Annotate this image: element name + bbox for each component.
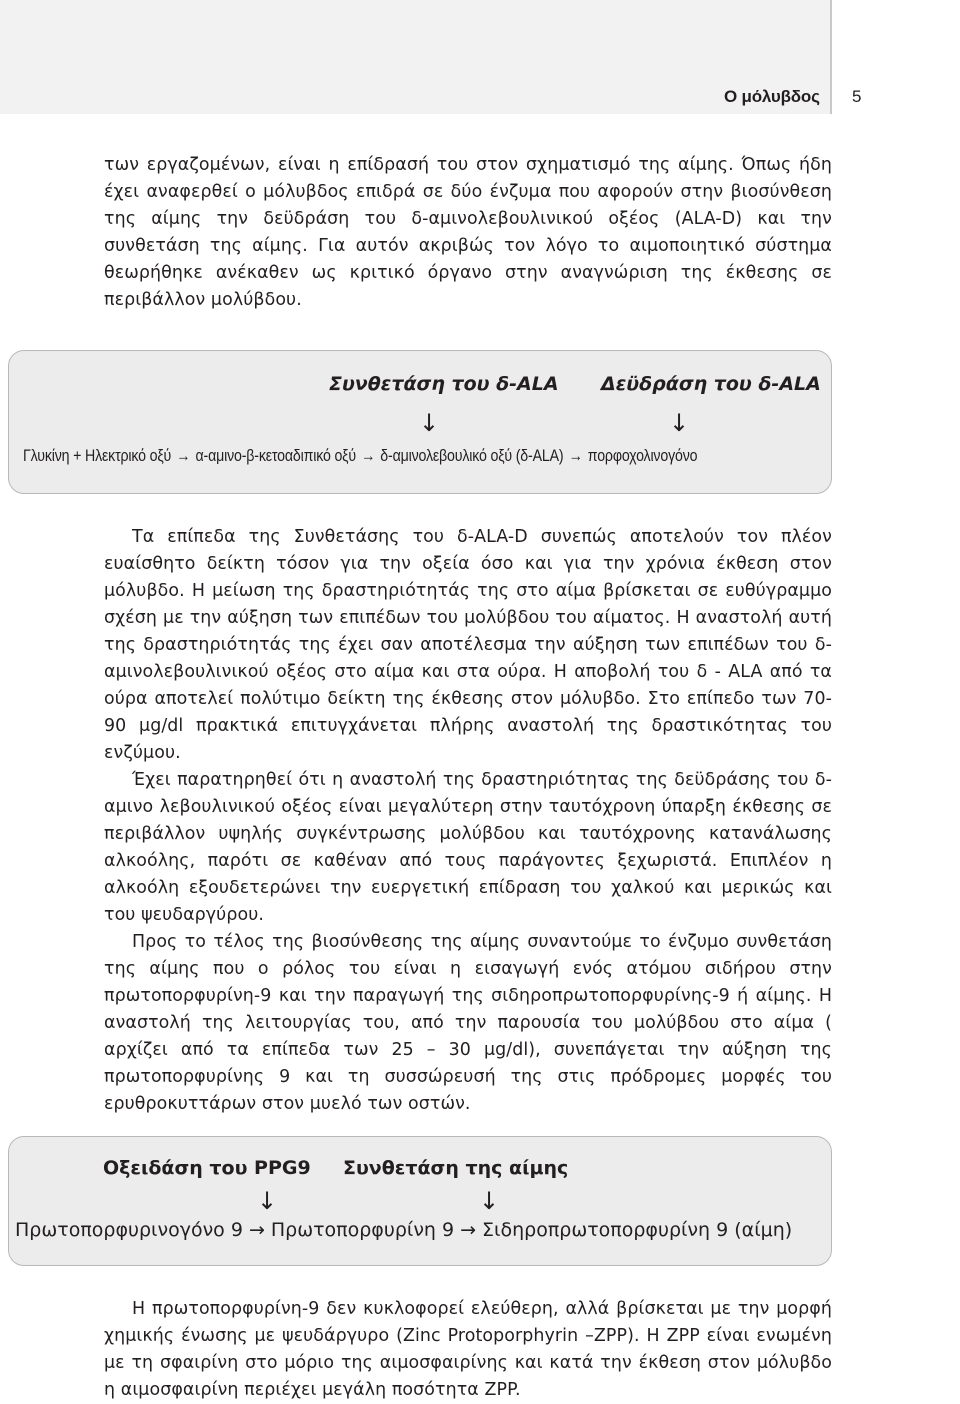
heme-pathway-line [15, 1219, 792, 1241]
ala-pathway-line [23, 447, 697, 466]
paragraph-2: Τα επίπεδα της Συνθετάσης του δ-ALA-D συνεπώς αποτελούν τον πλέον ευαίσθητο δείκτη τόσον για την οξεία όσο και για την χρόνια έκθεση στον μόλυβδο. Η μείωση της δραστηριότητάς της στο αίμα βρίσκεται σε ευθύγραμμο σχέση με την αύξηση των επιπέδων του μολύβδου του αίματος. Η αναστολή αυτή της δραστηριότητάς της έχει σαν αποτέλεσμα την αύξηση των επιπέδων του δ-αμινολεβουλινικού οξέος στο αίμα και στα ούρα. Η αποβολή του δ - ALA από τα ούρα αποτελεί πολύτιμο δείκτη της έκθεσης στον μόλυβδο. Στο επίπεδο των 70-90 μg/dl πρακτικά επιτυγχάνεται πλήρης αναστολή της δραστικότητας του ενζύμου. [104, 527, 832, 763]
pathway-step: Πρωτοπορφυρινογόνο 9 [15, 1219, 243, 1241]
pathway-step: πορφοχολινογόνο [587, 447, 698, 465]
arrow-down-icon: ↓ [479, 1187, 500, 1215]
pathway-step: Γλυκίνη + Ηλεκτρικό οξύ [23, 447, 172, 465]
pathway-step: Σιδηροπρωτοπορφυρίνη 9 (αίμη) [482, 1219, 793, 1241]
arrow-right-icon: → [361, 447, 376, 465]
arrow-down-icon: ↓ [257, 1187, 278, 1215]
pathway-step: δ-αμινολεβουλικό οξύ (δ-ALA) [380, 447, 564, 465]
enzyme-label-synthetase: Συνθετάση του δ-ALA [329, 373, 559, 395]
pathway-step: α-αμινο-β-κετοαδιπικό οξύ [195, 447, 356, 465]
page-header-band [0, 0, 830, 114]
arrow-down-icon: ↓ [419, 409, 440, 437]
paragraph-4: Προς το τέλος της βιοσύνθεσης της αίμης συναντούμε το ένζυμο συνθετάση της αίμης που ο ρόλος του είναι η εισαγωγή ενός ατόμου σιδήρου στην πρωτοπορφυρίνη-9 και την παραγωγή της σιδηροπρωτοπορφυρίνης-9 ή αίμης. Η αναστολή της λειτουργίας του, από την παρουσία του μολύβδου στο αίμα ( αρχίζει από τα επίπεδα των 25 – 30 μg/dl), συνεπάγεται την αύξηση της πρωτοπορφυρίνης 9 και τη συσσώρευσή της στις πρόδρομες μορφές του ερυθροκυττάρων στον μυελό των οστών. [104, 932, 832, 1114]
heme-pathway-box [8, 1136, 832, 1266]
paragraph-3: Έχει παρατηρηθεί ότι η αναστολή της δραστηριότητας της δεϋδράσης του δ- αμινο λεβουλινικού οξέος είναι μεγαλύτερη στην ταυτόχρονη ύπαρξη έκθεσης σε περιβάλλον υψηλής συγκέντρωσης μολύβδου και ταυτόχρονης κατανάλωσης αλκοόλης, παρότι σε καθέναν από τους παράγοντες ξεχωριστά. Επιπλέον η αλκοόλη εξουδετερώνει την ευεργετική επίδραση του χαλκού και μερικώς και του ψευδαργύρου. [104, 770, 832, 925]
paragraph-1: των εργαζομένων, είναι η επίδρασή του στον σχηματισμό της αίμης. Όπως ήδη έχει αναφερθεί ο μόλυβδος επιδρά σε δύο ένζυμα που αφορούν στην βιοσύνθεση της αίμης την δεϋδράση του δ-αμινολεβουλινικού οξέος (ALA-D) και την συνθετάση της αίμης. Για αυτόν ακριβώς τον λόγο το αιμοποιητικό σύστημα θεωρήθηκε ανέκαθεν ως κριτικό όργανο στην αναγνώριση της έκθεσης σε περιβάλλον μολύβδου. [104, 155, 832, 310]
arrow-right-icon: → [176, 447, 191, 465]
paragraph-5: Η πρωτοπορφυρίνη-9 δεν κυκλοφορεί ελεύθερη, αλλά βρίσκεται με την μορφή χημικής ένωσης με ψευδάργυρο (Zinc Protoporphyrin –ZPP). Η ZPP είναι ενωμένη με τη σφαιρίνη στο μόριο της αιμοσφαιρίνης και κατά την έκθεση στον μόλυβδο η αιμοσφαιρίνη περιέχει μεγάλη ποσότητα ZPP. [104, 1299, 832, 1400]
arrow-right-icon: → [568, 447, 583, 465]
enzyme-label-heme-synthetase: Συνθετάση της αίμης [343, 1157, 569, 1179]
header-divider [830, 0, 832, 114]
enzyme-label-dehydratase: Δεϋδράση του δ-ALA [601, 373, 821, 395]
page-number: 5 [852, 87, 862, 106]
running-header-title: Ο μόλυβδος [724, 87, 820, 106]
pathway-step: Πρωτοπορφυρίνη 9 [270, 1219, 455, 1241]
arrow-right-icon: → [460, 1219, 477, 1241]
arrow-down-icon: ↓ [669, 409, 690, 437]
ala-pathway-box [8, 350, 832, 494]
enzyme-label-oxidase: Οξειδάση του PPG9 [103, 1157, 311, 1179]
arrow-right-icon: → [248, 1219, 265, 1241]
